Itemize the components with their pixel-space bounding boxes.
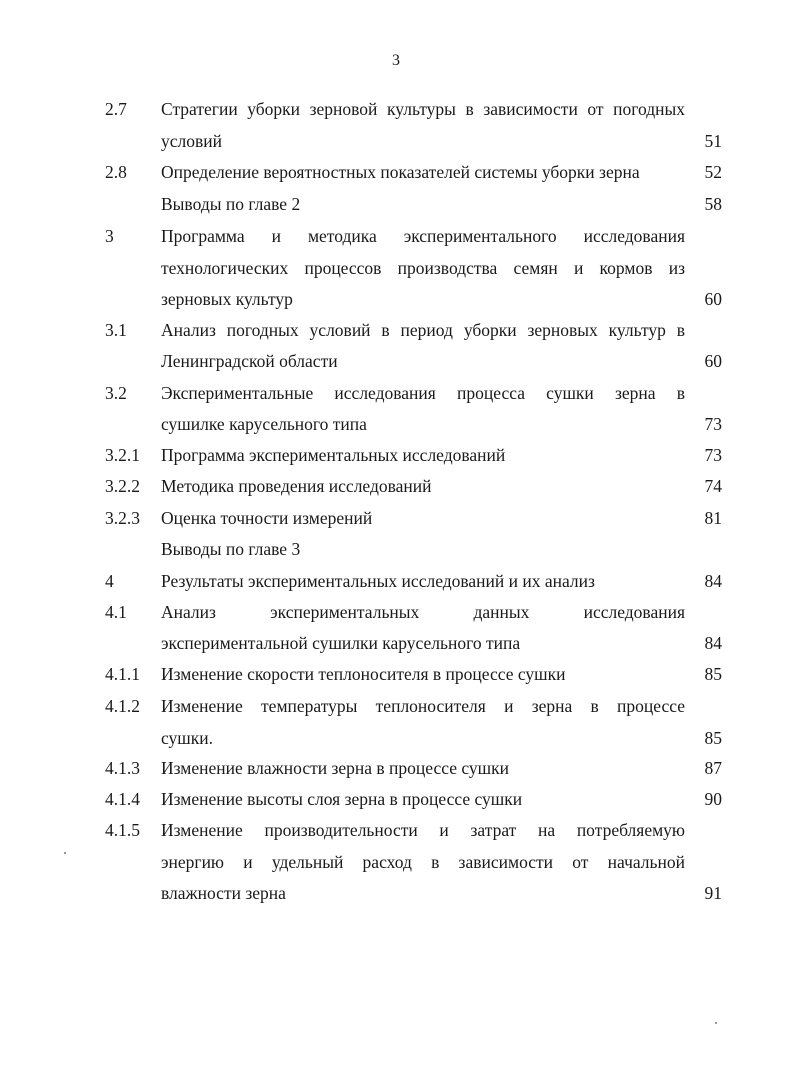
toc-entry — [0, 383, 792, 447]
toc-page-number: 73 — [704, 414, 722, 434]
toc-title-line: Выводы по главе 2 — [161, 194, 301, 214]
toc-number: 3 — [105, 226, 114, 246]
toc-number: 4.1.2 — [105, 696, 140, 716]
toc-page-number: 51 — [704, 131, 722, 151]
toc-title-line: энергию и удельный расход в зависимости от начальной — [161, 852, 685, 872]
toc-title-line: зерновых культур — [161, 289, 293, 309]
toc-page-number: 58 — [704, 194, 722, 214]
toc-page-number: 85 — [704, 728, 722, 748]
toc-entry — [0, 508, 792, 540]
toc-number: 4 — [105, 571, 114, 591]
toc-title-line: Изменение производительности и затрат на потребляемую — [161, 820, 685, 840]
toc-entry — [0, 820, 792, 916]
toc-title-line: Изменение влажности зерна в процессе сушки — [161, 758, 510, 778]
toc-page-number: 81 — [704, 508, 722, 528]
toc-number: 3.1 — [105, 320, 127, 340]
toc-title-line: Экспериментальные исследования процесса сушки зерна в — [161, 383, 685, 403]
toc-entry — [0, 539, 792, 571]
toc-entry — [0, 320, 792, 384]
toc-page-number: 84 — [704, 571, 722, 591]
toc-title-line: Изменение высоты слоя зерна в процессе сушки — [161, 789, 523, 809]
toc-number: 2.8 — [105, 162, 127, 182]
toc-page-number: 85 — [704, 664, 722, 684]
toc-page-number: 73 — [704, 445, 722, 465]
toc-title-line: условий — [161, 131, 222, 151]
toc-title-line: Результаты экспериментальных исследований и их анализ — [161, 571, 595, 591]
page-number: 3 — [392, 52, 400, 69]
toc-entry — [0, 758, 792, 790]
toc-entry — [0, 602, 792, 666]
toc-number: 4.1.4 — [105, 789, 140, 809]
toc-number: 3.2 — [105, 383, 127, 403]
toc-title-line: экспериментальной сушилки карусельного типа — [161, 633, 521, 653]
toc-page-number: 84 — [704, 633, 722, 653]
toc-entry — [0, 696, 792, 760]
toc-page-number: 60 — [704, 289, 722, 309]
toc-number: 4.1.1 — [105, 664, 140, 684]
toc-number: 4.1 — [105, 602, 127, 622]
toc-title-line: Изменение скорости теплоносителя в процессе сушки — [161, 664, 566, 684]
toc-entry — [0, 476, 792, 508]
toc-title-line: влажности зерна — [161, 883, 286, 903]
toc-title-line: Методика проведения исследований — [161, 476, 432, 496]
toc-number: 4.1.3 — [105, 758, 140, 778]
toc-title-line: Изменение температуры теплоносителя и зерна в процессе — [161, 696, 685, 716]
toc-number: 3.2.2 — [105, 476, 140, 496]
toc-entry — [0, 99, 792, 163]
toc-title-line: Анализ погодных условий в период уборки зерновых культур в — [161, 320, 685, 340]
toc-page-number: 91 — [704, 883, 722, 903]
toc-page-number: 74 — [704, 476, 722, 496]
toc-number: 2.7 — [105, 99, 127, 119]
toc-title-line: Анализ экспериментальных данных исследования — [161, 602, 685, 622]
toc-number: 3.2.1 — [105, 445, 140, 465]
toc-entry — [0, 194, 792, 226]
toc-title-line: Программа и методика экспериментального исследования — [161, 226, 685, 246]
toc-title-line: сушилке карусельного типа — [161, 414, 367, 434]
toc-number: 4.1.5 — [105, 820, 140, 840]
toc-page-number: 90 — [704, 789, 722, 809]
toc-entry — [0, 664, 792, 696]
toc-page-number: 60 — [704, 351, 722, 371]
scan-speck — [64, 852, 66, 854]
toc-title-line: Программа экспериментальных исследований — [161, 445, 506, 465]
scan-speck — [715, 1022, 717, 1024]
toc-page-number: 87 — [704, 758, 722, 778]
toc-entry — [0, 445, 792, 477]
toc-title-line: Стратегии уборки зерновой культуры в зависимости от погодных — [161, 99, 685, 119]
toc-entry — [0, 162, 792, 194]
toc-title-line: сушки. — [161, 728, 214, 748]
toc-title-line: Выводы по главе 3 — [161, 539, 301, 559]
toc-title-line: Определение вероятностных показателей системы уборки зерна — [161, 162, 640, 182]
toc-page-number: 52 — [704, 162, 722, 182]
toc-entry — [0, 789, 792, 821]
toc-title-line: технологических процессов производства семян и кормов из — [161, 258, 685, 278]
toc-number: 3.2.3 — [105, 508, 140, 528]
toc-entry — [0, 226, 792, 322]
toc-title-line: Ленинградской области — [161, 351, 338, 371]
toc-entry — [0, 571, 792, 603]
toc-title-line: Оценка точности измерений — [161, 508, 373, 528]
